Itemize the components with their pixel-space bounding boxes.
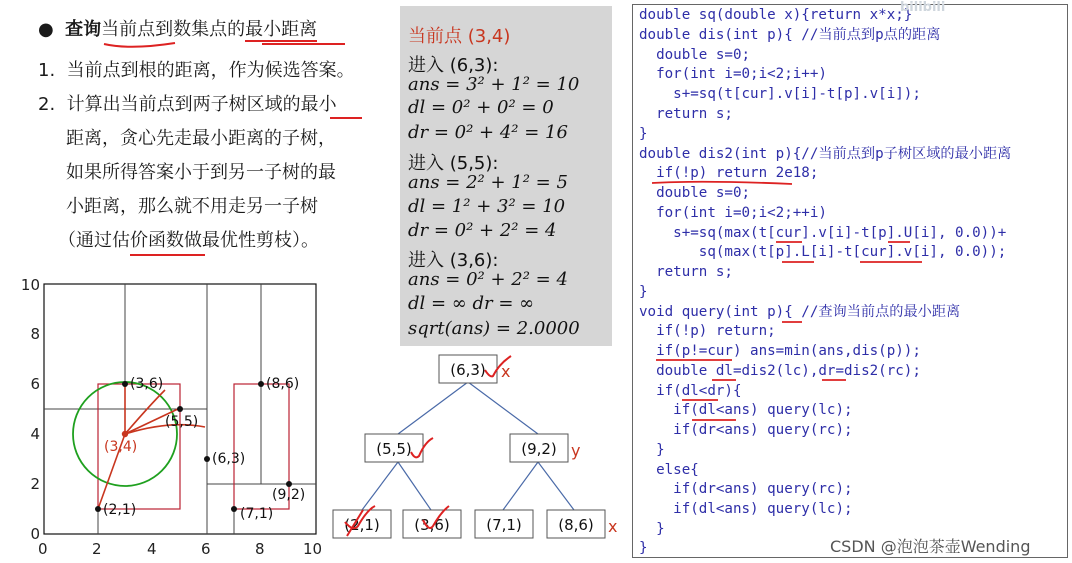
code-line: } [639, 521, 665, 537]
calc-line: dr = 0² + 2² = 4 [408, 220, 557, 241]
code-line: s+=sq(t[cur].v[i]-t[p].v[i]); [639, 86, 921, 102]
svg-text:(9,2): (9,2) [272, 487, 306, 503]
code-line: } [639, 284, 648, 300]
svg-text:2: 2 [92, 540, 102, 558]
tree-node-ll: (2,1) [344, 516, 380, 534]
svg-text:(7,1): (7,1) [240, 506, 274, 522]
calc-line: dl = 1² + 3² = 10 [408, 196, 566, 217]
code-line: if(dr<ans) query(rc); [639, 481, 853, 497]
code-line: if(!p) return 2e18; [639, 165, 819, 181]
code-line: if(dl<ans) query(lc); [639, 402, 853, 418]
x-tick-labels [38, 540, 322, 558]
svg-text:(3,4): (3,4) [104, 439, 138, 455]
calc-line: sqrt(ans) = 2.0000 [408, 318, 580, 339]
code-line: } [639, 540, 648, 556]
code-line: } [639, 442, 665, 458]
code-line: double dis(int p){ //当前点到p点的距离 [639, 27, 941, 43]
code-line: return s; [639, 264, 733, 280]
code-line: for(int i=0;i<2;i++) [639, 66, 827, 82]
svg-text:0: 0 [30, 525, 40, 543]
svg-text:4: 4 [147, 540, 157, 558]
calc-line: dr = 0² + 4² = 16 [408, 122, 568, 143]
svg-text:(5,5): (5,5) [165, 414, 199, 430]
code-line: if(dl<dr){ [639, 383, 742, 399]
svg-text:10: 10 [303, 540, 323, 558]
code-line: for(int i=0;i<2;++i) [639, 205, 827, 221]
brand-logo: bilibili [900, 0, 946, 15]
code-line: s+=sq(max(t[cur].v[i]-t[p].U[i], 0.0))+ [639, 225, 1007, 241]
bullet-icon: ● [38, 19, 54, 40]
code-line: sq(max(t[p].L[i]-t[cur].v[i], 0.0)); [639, 244, 1007, 260]
code-line: return s; [639, 106, 733, 122]
watermark: CSDN @泡泡茶壶Wending [830, 537, 1031, 556]
tree-node-labels [344, 361, 594, 534]
svg-text:8: 8 [30, 325, 40, 343]
code-line: } [639, 126, 648, 142]
code-line: if(dr<ans) query(rc); [639, 422, 853, 438]
step-2-line-1: 2. 计算出当前点到两子树区域的最小 [38, 94, 337, 115]
code-line: if(dl<ans) query(lc); [639, 501, 853, 517]
calc-line: 进入 (6,3): [408, 55, 499, 76]
step-2-line-2: 距离，贪心先走最小距离的子树， [66, 128, 336, 149]
code-line: double dl=dis2(lc),dr=dis2(rc); [639, 363, 921, 379]
code-line: if(!p) return; [639, 323, 776, 339]
calc-line: ans = 0² + 2² = 4 [408, 269, 568, 290]
svg-text:6: 6 [201, 540, 211, 558]
tree-node-root: (6,3) [450, 361, 486, 379]
query-point [122, 431, 128, 437]
svg-text:(3,6): (3,6) [130, 376, 164, 392]
step-2-line-4: 小距离，那么就不用走另一子树 [66, 196, 318, 217]
tree-node-boxes [333, 355, 605, 538]
calc-line: ans = 3² + 1² = 10 [408, 74, 580, 95]
code-line: else{ [639, 462, 699, 478]
calc-line: ans = 2² + 1² = 5 [408, 172, 568, 193]
code-annotations [632, 4, 1068, 558]
svg-text:y: y [571, 441, 581, 460]
step-2-line-5: （通过估价函数做最优性剪枝）。 [58, 230, 319, 251]
step-2-line-3: 如果所得答案小于到另一子树的最 [66, 162, 336, 183]
y-tick-labels [21, 276, 40, 543]
tree-node-rl: (7,1) [486, 516, 522, 534]
code-line: if(p!=cur) ans=min(ans,dis(p)); [639, 343, 921, 359]
code-line: double sq(double x){return x*x;} [639, 7, 913, 23]
code-line: double s=0; [639, 185, 751, 201]
svg-text:x: x [608, 517, 618, 536]
svg-text:6: 6 [30, 375, 40, 393]
tree-node-lr: (3,6) [414, 516, 450, 534]
svg-text:10: 10 [20, 276, 40, 294]
title-min-distance: 最小距离 [245, 19, 318, 40]
calc-line: 进入 (3,6): [408, 250, 499, 271]
svg-text:8: 8 [255, 540, 265, 558]
point-labels [103, 376, 305, 522]
calculation-panel [400, 6, 612, 346]
svg-text:2: 2 [30, 475, 40, 493]
svg-text:x: x [501, 362, 511, 381]
calc-line: 进入 (5,5): [408, 153, 499, 174]
kd-partition-plot [0, 270, 340, 563]
svg-text:4: 4 [30, 425, 40, 443]
svg-text:(8,6): (8,6) [266, 376, 300, 392]
svg-text:(2,1): (2,1) [103, 502, 137, 518]
calc-line: dl = 0² + 0² = 0 [408, 97, 554, 118]
underline-current-point [104, 43, 175, 47]
calc-header: 当前点 (3,4) [408, 26, 511, 47]
code-line: void query(int p){ //查询当前点的最小距离 [639, 304, 961, 320]
title-current-point: 当前点到数集点的 [101, 19, 246, 40]
kd-tree-diagram [325, 350, 630, 550]
code-line: double s=0; [639, 47, 751, 63]
calc-line: dl = ∞ dr = ∞ [408, 293, 535, 314]
svg-text:0: 0 [38, 540, 48, 558]
code-line: double dis2(int p){//当前点到p子树区域的最小距离 [639, 146, 1012, 162]
step-1: 1. 当前点到根的距离，作为候选答案。 [38, 60, 355, 81]
intro-annotations [0, 0, 400, 270]
tree-node-right: (9,2) [521, 440, 557, 458]
tree-node-rr: (8,6) [558, 516, 594, 534]
tree-node-left: (5,5) [376, 440, 412, 458]
svg-text:(6,3): (6,3) [212, 451, 246, 467]
title-prefix: 查询 [65, 19, 102, 40]
